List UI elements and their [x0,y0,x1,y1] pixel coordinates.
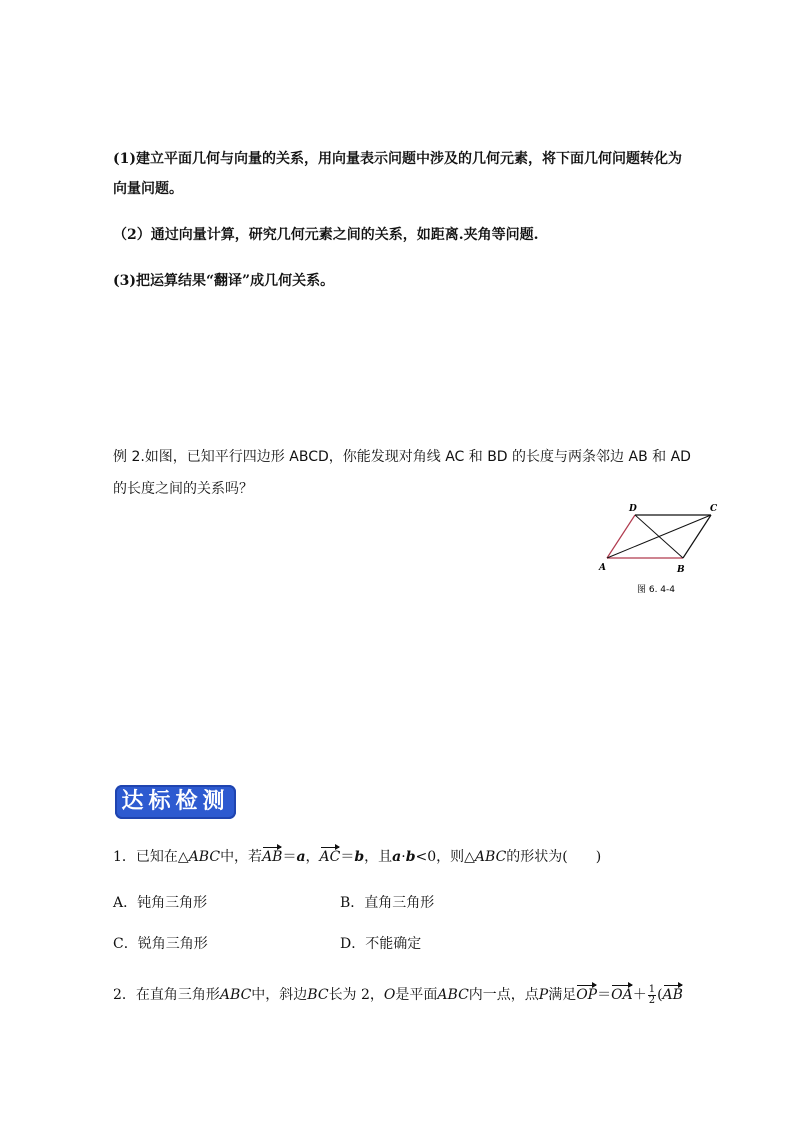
vector-ab: AB [262,849,283,865]
vector-oa: OA [611,987,633,1003]
side-bc [683,515,711,558]
q2-p: P [538,987,549,1003]
q1-prefix: 1．已知在△ [113,849,189,865]
q1-option-d[interactable]: D．不能确定 [340,936,422,952]
q1-a: a [296,849,306,865]
figure-caption: 图 6. 4-4 [637,585,676,595]
question-2 [113,984,683,1006]
q2-triangle-2: ABC [437,987,469,1003]
example2-line2: 的长度之间的关系吗？ [113,481,253,497]
q1-option-c[interactable]: C．锐角三角形 [113,936,208,952]
parallelogram-figure [595,500,725,600]
step1-line1: (1)建立平面几何与向量的关系，用向量表示问题中涉及的几何元素，将下面几何问题转化为 [113,151,682,167]
q1-option-a[interactable]: A．钝角三角形 [113,895,208,911]
vector-op: OP [576,987,598,1003]
q1-mid2: ，且 [364,849,393,865]
question-1 [113,846,601,866]
q2-t5: 满足 [548,987,577,1003]
vector-ac: AC [319,849,341,865]
label-d: D [629,504,637,514]
q1-eq1: ＝ [282,849,297,865]
q1-b: b [354,849,365,865]
example2-line1: 例 2.如图，已知平行四边形 ABCD，你能发现对角线 AC 和 BD 的长度与两条邻边 AB 和 AD [113,449,691,465]
section-badge-label: 达标检测 [121,789,230,814]
q2-triangle: ABC [219,987,252,1003]
label-c: C [710,504,718,514]
q2-t1: 中，斜边 [251,987,308,1003]
q1-mid1: 中，若 [220,849,263,865]
q2-t3: 是平面 [395,987,438,1003]
q2-bc: BC [307,987,329,1003]
q2-prefix: 2．在直角三角形 [113,987,220,1003]
fraction-numerator: 1 [648,983,656,995]
step3: (3)把运算结果“翻译”成几何关系。 [113,273,335,289]
q1-comma: ， [305,849,320,865]
label-a: A [599,563,606,573]
fraction-denominator: 2 [648,994,656,1006]
q2-t2: 长为 2， [328,987,384,1003]
q1-suffix: 的形状为( ) [506,849,602,865]
fraction-half [648,985,656,1006]
q2-o: O [383,987,396,1003]
q1-option-b[interactable]: B．直角三角形 [340,895,435,911]
vector-ab-q2: AB [662,987,683,1003]
q2-eq: ＝ [597,987,612,1003]
q1-triangle-2: ABC [474,849,507,865]
step2: （2）通过向量计算，研究几何元素之间的关系，如距离.夹角等问题. [113,227,539,243]
q1-triangle: ABC [188,849,221,865]
q1-lt: <0，则△ [415,849,475,865]
section-badge [115,785,236,819]
label-b: B [677,565,685,575]
q2-paren: ( [657,987,663,1003]
q2-plus: ＋ [632,987,647,1003]
step1-line2: 向量问题。 [113,181,183,197]
diagonal-bd [635,515,683,558]
q1-ab-a: a [392,849,402,865]
q1-eq2: ＝ [340,849,355,865]
q1-dot: · [401,849,406,865]
side-ad [607,515,635,558]
q2-t4: 内一点，点 [468,987,539,1003]
q1-ab-b: b [405,849,416,865]
